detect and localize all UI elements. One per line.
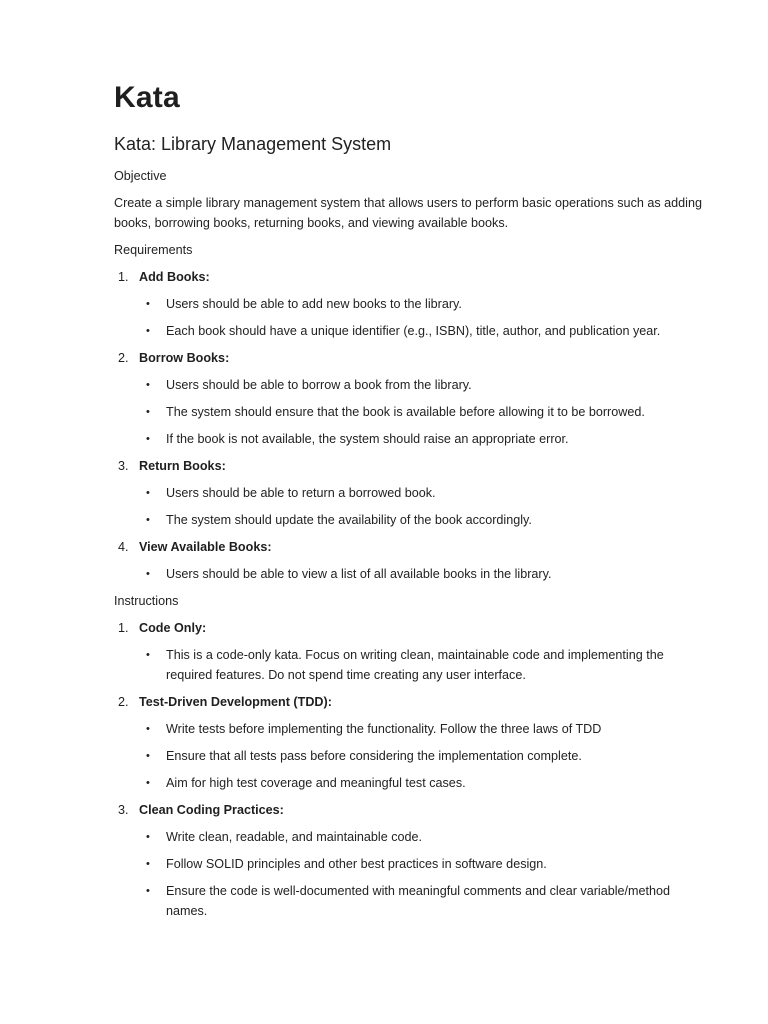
requirements-heading: Requirements — [114, 243, 193, 257]
requirement-item — [114, 348, 708, 449]
requirement-bullet: • Users should be able to add new books to the library. — [139, 294, 708, 314]
requirement-item-title: Return Books: — [139, 459, 226, 473]
requirement-bullet: • The system should update the availability of the book accordingly. — [139, 510, 708, 530]
requirement-bullet: • Each book should have a unique identifier (e.g., ISBN), title, author, and publication year. — [139, 321, 708, 341]
instruction-item-title: Test-Driven Development (TDD): — [139, 695, 332, 709]
requirement-bullet-list — [139, 294, 708, 341]
requirement-bullet: • Users should be able to return a borrowed book. — [139, 483, 708, 503]
requirement-bullet: • The system should ensure that the book is available before allowing it to be borrowed. — [139, 402, 708, 422]
requirement-item-number: 4. — [118, 540, 129, 554]
instruction-bullet-list — [139, 827, 708, 921]
requirement-item-title: View Available Books: — [139, 540, 272, 554]
objective-text: Create a simple library management system that allows users to perform basic operations such as adding books, borrowing books, returning books, and viewing available books. — [114, 196, 702, 230]
instruction-bullet: • This is a code-only kata. Focus on writing clean, maintainable code and implementing the required features. Do not spend time creating any user interface. — [139, 645, 708, 685]
document-subtitle: Kata: Library Management System — [114, 134, 392, 154]
instruction-bullet: • Ensure that all tests pass before considering the implementation complete. — [139, 746, 708, 766]
instruction-item-number: 3. — [118, 803, 129, 817]
instruction-bullet: • Write tests before implementing the functionality. Follow the three laws of TDD — [139, 719, 708, 739]
requirement-bullet-list — [139, 375, 708, 449]
requirement-item-number: 1. — [118, 270, 129, 284]
requirement-item-title: Add Books: — [139, 270, 210, 284]
objective-heading: Objective — [114, 169, 167, 183]
instruction-bullet: • Ensure the code is well-documented with meaningful comments and clear variable/method names. — [139, 881, 708, 921]
requirement-bullet-list — [139, 483, 708, 530]
requirements-list — [114, 267, 708, 584]
requirement-bullet: • Users should be able to view a list of all available books in the library. — [139, 564, 708, 584]
requirement-item-number: 2. — [118, 351, 129, 365]
page-title: Kata — [114, 81, 180, 114]
instruction-item — [114, 618, 708, 685]
instruction-bullet: • Aim for high test coverage and meaningful test cases. — [139, 773, 708, 793]
requirement-item — [114, 267, 708, 341]
instruction-bullet-list — [139, 719, 708, 793]
requirement-bullet-list — [139, 564, 708, 584]
requirement-item — [114, 456, 708, 530]
instruction-item-number: 1. — [118, 621, 129, 635]
instruction-item — [114, 692, 708, 793]
instruction-bullet-list — [139, 645, 708, 685]
instructions-heading: Instructions — [114, 594, 179, 608]
instruction-item — [114, 800, 708, 921]
requirement-bullet: • If the book is not available, the system should raise an appropriate error. — [139, 429, 708, 449]
instruction-bullet: • Write clean, readable, and maintainable code. — [139, 827, 708, 847]
requirement-item-title: Borrow Books: — [139, 351, 230, 365]
instruction-bullet: • Follow SOLID principles and other best practices in software design. — [139, 854, 708, 874]
instruction-item-title: Clean Coding Practices: — [139, 803, 284, 817]
requirement-item — [114, 537, 708, 584]
instructions-list — [114, 618, 708, 921]
instruction-item-number: 2. — [118, 695, 129, 709]
requirement-bullet: • Users should be able to borrow a book from the library. — [139, 375, 708, 395]
requirement-item-number: 3. — [118, 459, 129, 473]
instruction-item-title: Code Only: — [139, 621, 207, 635]
